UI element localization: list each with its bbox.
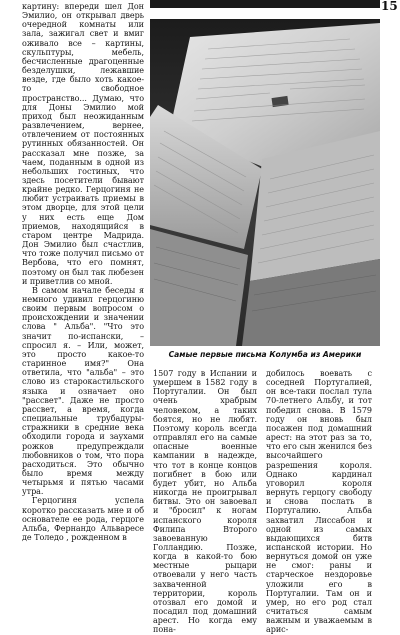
page-header-bar [150,0,380,8]
paragraph: Герцогиня успела коротко рассказать мне и об основателе ее рода, герцоге Альба, Фернандо Альваресе де Толедо , рожденном в [22,496,144,543]
manuscript-photo-drawing [150,19,380,346]
paragraph: 1507 году в Испании и умершем в 1582 году в Португалии. Он был очень храбрым человеком, а таких боятся, но не любят. Поэтому король всегда отправлял его на самые опасные военные кампании в надежде, что тот в конце концов погибнет в бою или будет убит, но Альба никогда не проигрывал битвы. Это он завоевал и "бросил" к ногам испанского короля Филипа Второго завоеванную Голландию. Позже, когда в какой-то бою местные рыцари отвоевали у него часть захваченной территории, король отозвал его домой и посадил под домашний арест. Но когда ему пона- [153,369,257,635]
article-right-column [266,369,372,635]
article-left-column [22,2,144,550]
manuscript-photo [150,19,380,346]
paragraph: картину: впереди шел Дон Эмилио, он открывал дверь очередной комнаты или зала, зажигал свет и вмиг оживало все – картины, скульптуры, мебель, бесчисленные драгоценные безделушки, лежавшие везде, где было хоть какое-то свободное пространство... Думаю, что для Доны Эмилио мой приход был неожиданным развлечением, вернее, отвлечением от постоянных рутинных обязанностей. Он рассказал мне позже, за чаем, поданным в одной из небольших гостиных, что здесь посетители бывают крайне редко. Герцогиня не любит устраивать приемы в этом дворце, для этой цели у них есть еще Дом приемов, находящийся в старом центре Мадрида. Дон Эмилио был счастлив, что тоже получил письмо от Вербова, что его помнят, поэтому он был так любезен и приветлив со мной. [22,2,144,286]
page-number: 15 [381,0,398,13]
article-center-column [153,369,257,635]
paragraph: В самом начале беседы я немного удивил герцогиню своим первым вопросом о происхождении и значении слова " Альба". "Что это значит по-испански, – спросил я. – Или, может, это просто какое-то старинное имя?" Она ответила, что "альба" – это слово из старокастильского языка и означает оно "рассвет". Даже не просто рассвет, а время, когда специальные трубадуры-стражники в средние века обходили города и заухами рожков предупреждали любовников о том, что пора расходиться. Это обычно было время между четырьмя и пятью часами утра. [22,285,144,497]
paragraph: добилось воевать с соседней Португалией, он все-таки послал тула 70-летнего Альбу, и тот победил снова. В 1579 году он вновь был посажен под домашний арест: на этот раз за то, что его сын женился без высочайшего разрешения короля. Однако кардинал уговорил короля вернуть герцогу свободу и снова послать в Португалию. Альба захватил Лиссабон и одной из самых выдающихся битв испанской истории. Но вернуться домой он уже не смог: раны и старческое нездоровье уложили его в Португалии. Там он и умер, но его род стал считаться самым важным и уважаемым в арис- [266,369,372,635]
photo-caption: Самые первые письма Колумба из Америки [168,350,362,359]
